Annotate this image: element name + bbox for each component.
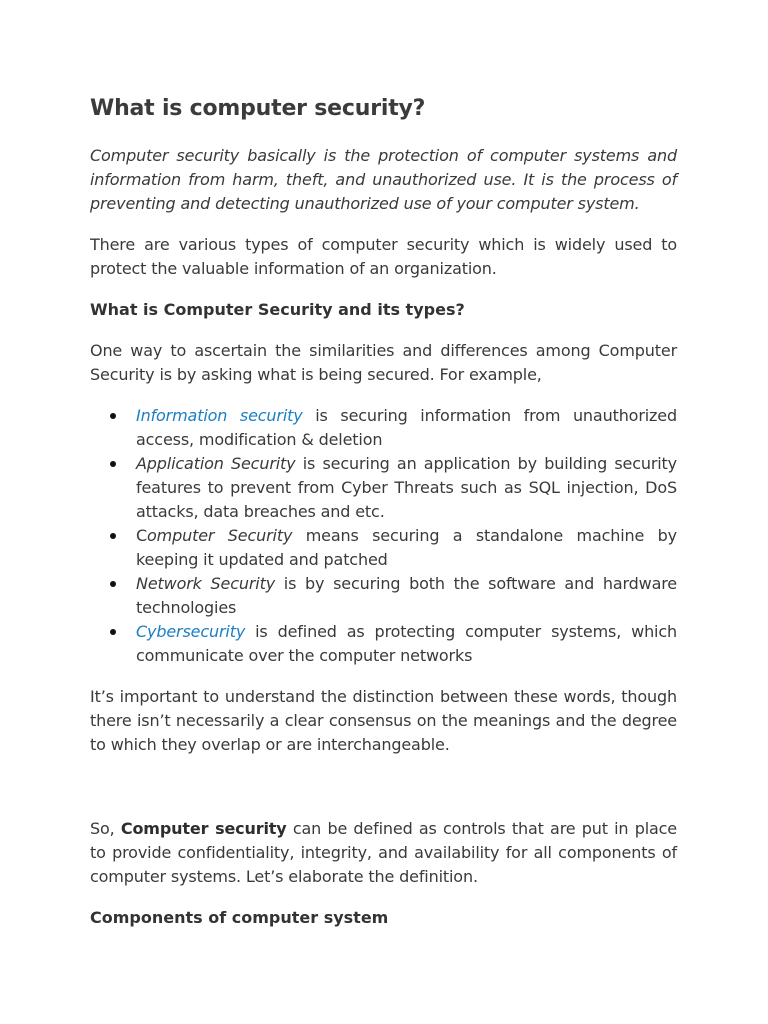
- cybersecurity-link[interactable]: Cybersecurity: [136, 622, 246, 641]
- list-item: [136, 524, 677, 572]
- definition-lead: So,: [90, 819, 121, 838]
- bullet-icon: [110, 629, 116, 635]
- list-item-text: is defined as protecting computer systems, which communicate over the computer networks: [136, 622, 677, 665]
- list-item-term: Network Security: [136, 574, 276, 593]
- list-item-text: is securing information from unauthorized access, modification & deletion: [136, 406, 677, 449]
- bullet-icon: [110, 533, 116, 539]
- definition-text: can be defined as controls that are put in place to provide confidentiality, integrity, and availability for all components of computer systems. Let’s elaborate the definition.: [90, 819, 677, 886]
- types-paragraph: There are various types of computer security which is widely used to protect the valuable information of an organization.: [90, 235, 677, 278]
- list-item-term-prefix: C: [136, 526, 148, 545]
- list-item-term: omputer Security: [147, 526, 293, 545]
- security-types-list: [90, 404, 677, 668]
- list-item-term: Application Security: [136, 454, 296, 473]
- bullet-icon: [110, 461, 116, 467]
- page-title: What is computer security?: [90, 96, 426, 121]
- list-item-text: means securing a standalone machine by keeping it updated and patched: [136, 526, 677, 569]
- definition-term: Computer security: [120, 819, 287, 838]
- list-item-text: is by securing both the software and hardware technologies: [136, 574, 677, 617]
- distinction-paragraph: It’s important to understand the distinction between these words, though there isn’t necessarily a clear consensus on the meanings and the degree to which they overlap or are interchangeable.: [90, 687, 677, 754]
- article: [90, 93, 677, 930]
- list-item: [136, 404, 677, 452]
- list-item: [136, 572, 677, 620]
- information-security-link[interactable]: Information security: [136, 406, 303, 425]
- components-subheading: Components of computer system: [90, 908, 389, 927]
- bullet-icon: [110, 581, 116, 587]
- definition-paragraph: [90, 817, 677, 889]
- types-subheading: What is Computer Security and its types?: [90, 300, 465, 319]
- list-item-text: is securing an application by building security features to prevent from Cyber Threats such as SQL injection, DoS attacks, data breaches and etc.: [136, 454, 677, 521]
- list-item: [136, 620, 677, 668]
- intro-paragraph: Computer security basically is the protection of computer systems and information from harm, theft, and unauthorized use. It is the process of preventing and detecting unauthorized use of your computer system.: [90, 146, 677, 213]
- ascertain-paragraph: One way to ascertain the similarities and differences among Computer Security is by asking what is being secured. For example,: [90, 341, 677, 384]
- bullet-icon: [110, 413, 116, 419]
- list-item: [136, 452, 677, 524]
